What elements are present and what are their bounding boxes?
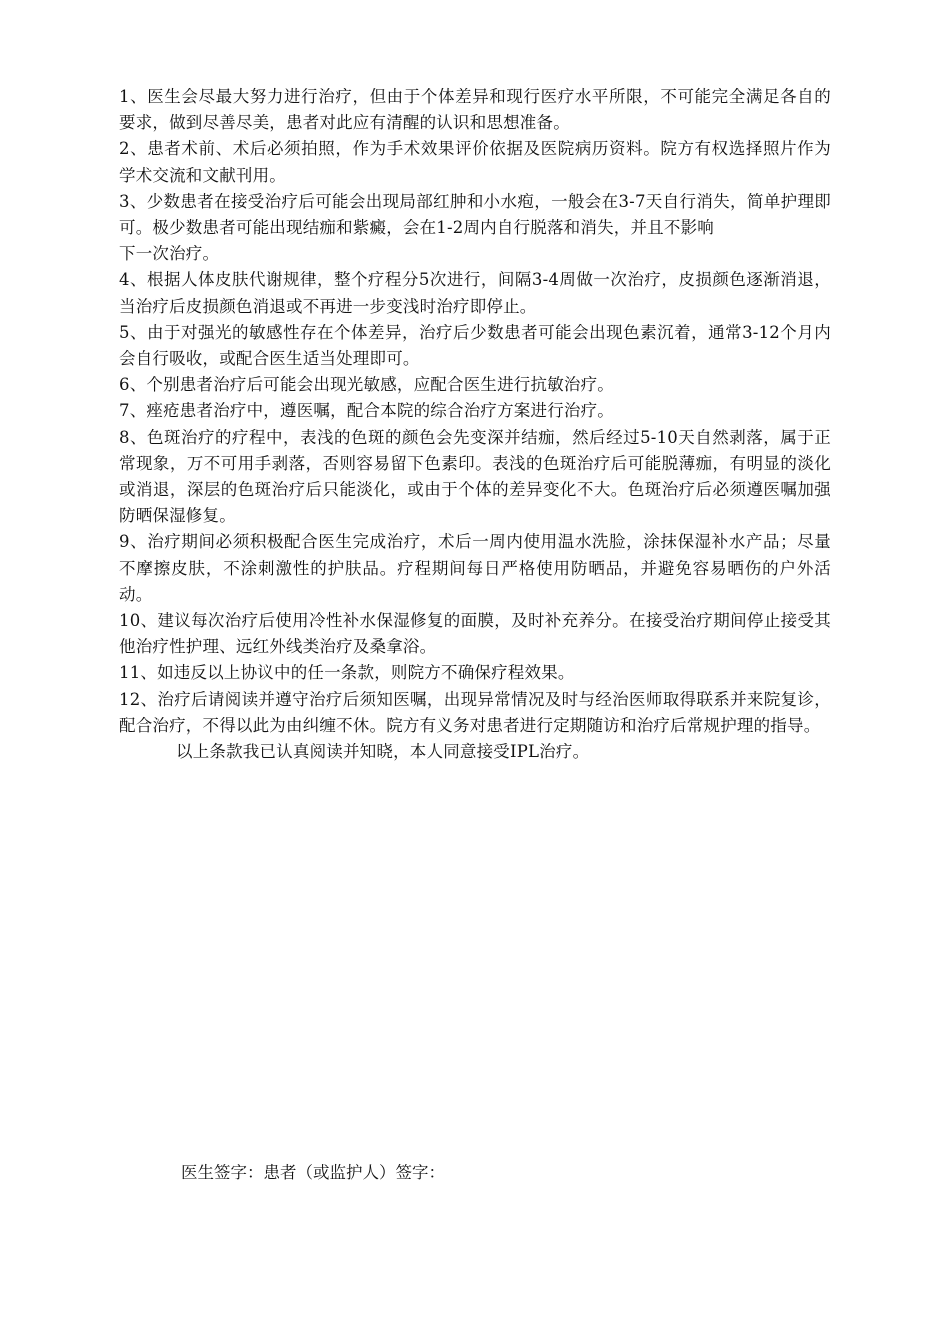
clause-9: 9、治疗期间必须积极配合医生完成治疗，术后一周内使用温水洗脸，涂抹保湿补水产品；尽量不摩擦皮肤，不涂刺激性的护肤品。疗程期间每日严格使用防晒品，并避免容易晒伤的户外活动。 [119, 532, 831, 604]
clause-1: 1、医生会尽最大努力进行治疗，但由于个体差异和现行医疗水平所限，不可能完全满足各自的要求，做到尽善尽美，患者对此应有清醒的认识和思想准备。 [119, 87, 831, 133]
clause-2: 2、患者术前、术后必须拍照，作为手术效果评价依据及医院病历资料。院方有权选择照片作为学术交流和文献刊用。 [119, 139, 831, 185]
clause-12: 12、治疗后请阅读并遵守治疗后须知医嘱，出现异常情况及时与经治医师取得联系并来院复诊，配合治疗，不得以此为由纠缠不休。院方有义务对患者进行定期随访和治疗后常规护理的指导。 [119, 689, 831, 735]
terms-body [119, 84, 831, 765]
agreement-statement: 以上条款我已认真阅读并知晓，本人同意接受IPL治疗。 [176, 742, 590, 762]
clause-3-continuation: 下一次治疗。 [119, 244, 220, 264]
clause-6: 6、个别患者治疗后可能会出现光敏感，应配合医生进行抗敏治疗。 [119, 375, 614, 395]
clause-4: 4、根据人体皮肤代谢规律，整个疗程分5次进行，间隔3-4周做一次治疗，皮损颜色逐渐消退，当治疗后皮损颜色消退或不再进一步变浅时治疗即停止。 [119, 270, 831, 316]
clause-10: 10、建议每次治疗后使用冷性补水保湿修复的面膜，及时补充养分。在接受治疗期间停止接受其他治疗性护理、远红外线类治疗及桑拿浴。 [119, 611, 831, 657]
clause-5: 5、由于对强光的敏感性存在个体差异，治疗后少数患者可能会出现色素沉着，通常3-12个月内会自行吸收，或配合医生适当处理即可。 [119, 322, 831, 369]
signature-line: 医生签字：患者（或监护人）签字： [181, 1163, 445, 1182]
clause-8: 8、色斑治疗的疗程中，表浅的色斑的颜色会先变深并结痂，然后经过5-10天自然剥落，属于正常现象，万不可用手剥落，否则容易留下色素印。表浅的色斑治疗后可能脱薄痂，有明显的淡化或消退，深层的色斑治疗后只能淡化，或由于个体的差异变化不大。色斑治疗后必须遵医嘱加强防晒保湿修复。 [119, 427, 831, 526]
clause-3: 3、少数患者在接受治疗后可能会出现局部红肿和小水疱，一般会在3-7天自行消失，简单护理即可。极少数患者可能出现结痂和紫癜，会在1-2周内自行脱落和消失，并且不影响 [119, 191, 831, 238]
clause-7: 7、痤疮患者治疗中，遵医嘱，配合本院的综合治疗方案进行治疗。 [119, 401, 614, 421]
clause-11: 11、如违反以上协议中的任一条款，则院方不确保疗程效果。 [119, 663, 575, 683]
